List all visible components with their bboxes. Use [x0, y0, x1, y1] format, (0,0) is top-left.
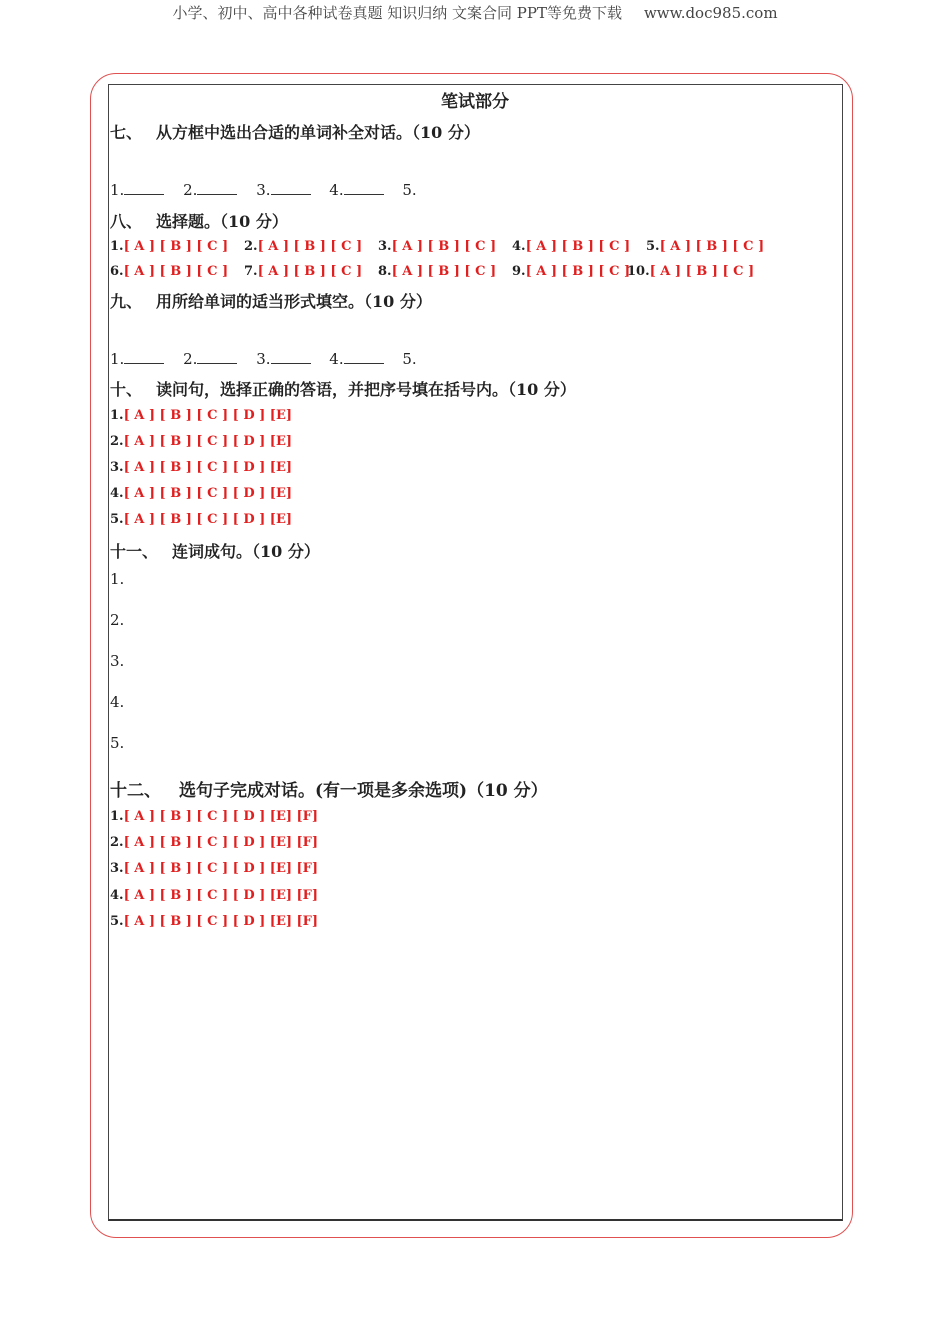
- mc-item[interactable]: [110, 434, 292, 449]
- item-options[interactable]: [ A ] [ B ] [ C ]: [257, 239, 363, 254]
- item-options[interactable]: [ A ] [ B ] [ C ] [ D ] [E]: [123, 512, 293, 527]
- item-number: 3.: [110, 861, 124, 876]
- sentence-line[interactable]: 3.: [110, 652, 125, 670]
- section-12-heading: [110, 776, 548, 801]
- blank-line[interactable]: [344, 180, 384, 195]
- item-number: 2.: [244, 239, 258, 254]
- item-number: 6.: [110, 264, 124, 279]
- sentence-line[interactable]: 1.: [110, 570, 125, 588]
- section-number: 八、: [110, 212, 143, 231]
- item-options[interactable]: [ A ] [ B ] [ C ] [ D ] [E] [F]: [123, 888, 319, 903]
- item-options[interactable]: [ A ] [ B ] [ C ] [ D ] [E] [F]: [123, 835, 319, 850]
- blank-label: 5.: [402, 350, 417, 368]
- sentence-line[interactable]: 4.: [110, 693, 125, 711]
- item-options[interactable]: [ A ] [ B ] [ C ]: [391, 239, 497, 254]
- right-edge-mark: [842, 164, 843, 208]
- blank-line[interactable]: [197, 349, 237, 364]
- item-options[interactable]: [ A ] [ B ] [ C ] [ D ] [E]: [123, 460, 293, 475]
- item-number: 5.: [110, 914, 124, 929]
- item-number: 1.: [110, 408, 124, 423]
- section-10-heading: [110, 377, 576, 400]
- section-number: 七、: [110, 123, 143, 142]
- mc-item[interactable]: [110, 914, 318, 929]
- item-options[interactable]: [ A ] [ B ] [ C ] [ D ] [E]: [123, 486, 293, 501]
- page-title: 笔试部分: [441, 92, 509, 112]
- item-options[interactable]: [ A ] [ B ] [ C ]: [123, 264, 229, 279]
- item-options[interactable]: [ A ] [ B ] [ C ]: [525, 264, 631, 279]
- section-number: 十、: [110, 380, 143, 399]
- section-text: 选句子完成对话。(有一项是多余选项)（10 分）: [179, 781, 548, 801]
- item-options[interactable]: [ A ] [ B ] [ C ] [ D ] [E] [F]: [123, 809, 319, 824]
- section-9-blanks: [110, 349, 417, 368]
- section-8-heading: [110, 209, 288, 232]
- item-options[interactable]: [ A ] [ B ] [ C ]: [659, 239, 765, 254]
- mc-item[interactable]: [244, 264, 362, 279]
- section-text: 从方框中选出合适的单词补全对话。（10 分）: [156, 123, 480, 142]
- mc-item[interactable]: [627, 264, 754, 279]
- mc-item[interactable]: [110, 809, 318, 824]
- mc-item[interactable]: [110, 512, 292, 527]
- mc-item[interactable]: [512, 264, 630, 279]
- blank-label: 2.: [183, 181, 198, 199]
- item-options[interactable]: [ A ] [ B ] [ C ] [ D ] [E]: [123, 434, 293, 449]
- left-edge-mark: [108, 164, 109, 208]
- item-number: 10.: [627, 264, 650, 279]
- blank-label: 1.: [110, 181, 125, 199]
- item-options[interactable]: [ A ] [ B ] [ C ]: [525, 239, 631, 254]
- section-number: 十一、: [110, 542, 159, 561]
- mc-item[interactable]: [110, 861, 318, 876]
- item-number: 9.: [512, 264, 526, 279]
- item-number: 4.: [512, 239, 526, 254]
- item-number: 3.: [110, 460, 124, 475]
- section-9-heading: [110, 289, 432, 312]
- item-options[interactable]: [ A ] [ B ] [ C ]: [257, 264, 363, 279]
- item-number: 3.: [378, 239, 392, 254]
- blank-line[interactable]: [344, 349, 384, 364]
- mc-item[interactable]: [646, 239, 764, 254]
- item-number: 7.: [244, 264, 258, 279]
- section-7-heading: [110, 120, 480, 143]
- blank-label: 1.: [110, 350, 125, 368]
- mc-item[interactable]: [512, 239, 630, 254]
- item-options[interactable]: [ A ] [ B ] [ C ] [ D ] [E] [F]: [123, 861, 319, 876]
- mc-item[interactable]: [244, 239, 362, 254]
- section-number: 九、: [110, 292, 143, 311]
- mc-item[interactable]: [378, 264, 496, 279]
- mc-item[interactable]: [110, 888, 318, 903]
- mc-item[interactable]: [110, 264, 228, 279]
- mc-item[interactable]: [110, 408, 292, 423]
- blank-line[interactable]: [271, 349, 311, 364]
- item-number: 2.: [110, 434, 124, 449]
- section-text: 连词成句。（10 分）: [172, 542, 320, 561]
- item-number: 1.: [110, 809, 124, 824]
- right-edge-mark: [842, 332, 843, 376]
- left-edge-mark: [108, 332, 109, 376]
- item-number: 1.: [110, 239, 124, 254]
- blank-label: 3.: [256, 181, 271, 199]
- blank-label: 5.: [402, 181, 417, 199]
- blank-line[interactable]: [271, 180, 311, 195]
- mc-item[interactable]: [110, 239, 228, 254]
- answer-sheet-box: [108, 84, 843, 1221]
- item-options[interactable]: [ A ] [ B ] [ C ]: [123, 239, 229, 254]
- section-text: 用所给单词的适当形式填空。（10 分）: [156, 292, 432, 311]
- item-number: 2.: [110, 835, 124, 850]
- item-number: 4.: [110, 888, 124, 903]
- blank-line[interactable]: [124, 349, 164, 364]
- page-header: [0, 2, 950, 23]
- sentence-line[interactable]: 5.: [110, 734, 125, 752]
- blank-label: 4.: [329, 350, 344, 368]
- item-number: 5.: [646, 239, 660, 254]
- mc-item[interactable]: [378, 239, 496, 254]
- section-number: 十二、: [110, 781, 161, 801]
- item-options[interactable]: [ A ] [ B ] [ C ]: [391, 264, 497, 279]
- item-number: 8.: [378, 264, 392, 279]
- section-11-heading: [110, 539, 320, 562]
- section-text: 选择题。（10 分）: [156, 212, 288, 231]
- section-text: 读问句，选择正确的答语，并把序号填在括号内。（10 分）: [156, 380, 576, 399]
- mc-item[interactable]: [110, 460, 292, 475]
- item-options[interactable]: [ A ] [ B ] [ C ] [ D ] [E]: [123, 408, 293, 423]
- header-text: 小学、初中、高中各种试卷真题 知识归纳 文案合同 PPT等免费下载: [172, 4, 622, 22]
- sentence-line[interactable]: 2.: [110, 611, 125, 629]
- mc-item[interactable]: [110, 835, 318, 850]
- blank-label: 2.: [183, 350, 198, 368]
- item-options[interactable]: [ A ] [ B ] [ C ]: [649, 264, 755, 279]
- section-7-blanks: [110, 180, 417, 199]
- item-number: 4.: [110, 486, 124, 501]
- item-options[interactable]: [ A ] [ B ] [ C ] [ D ] [E] [F]: [123, 914, 319, 929]
- blank-label: 4.: [329, 181, 344, 199]
- mc-item[interactable]: [110, 486, 292, 501]
- blank-line[interactable]: [197, 180, 237, 195]
- blank-line[interactable]: [124, 180, 164, 195]
- item-number: 5.: [110, 512, 124, 527]
- header-site[interactable]: www.doc985.com: [643, 4, 778, 22]
- blank-label: 3.: [256, 350, 271, 368]
